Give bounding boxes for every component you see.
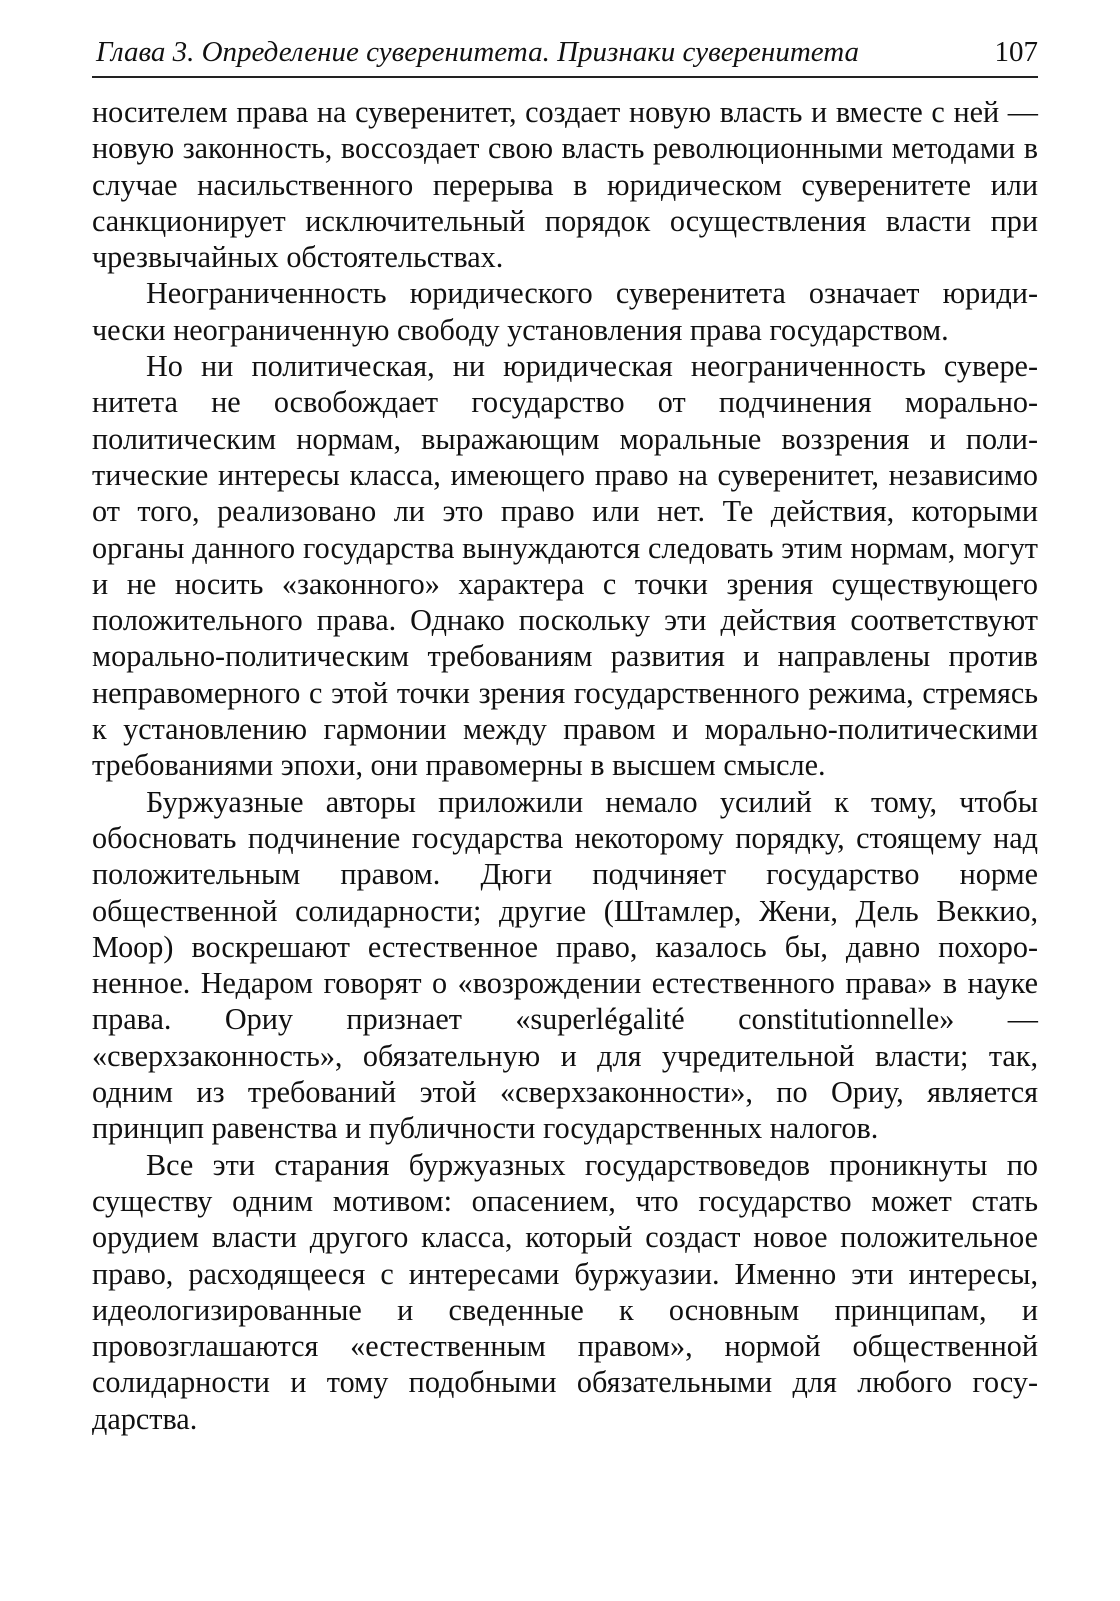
paragraph-continuation: носителем права на суверенитет, создает новую власть и вместе с ней — новую законность, воссоздает свою власть революционными методами в случае насильственного перерыва в юридическом суверенитете или санкционирует исключительный порядок осуществления власти при чрезвычайных обстоятельствах. <box>92 95 1038 275</box>
page-number: 107 <box>994 36 1038 68</box>
body-text <box>92 94 1038 1437</box>
running-header <box>92 30 1038 78</box>
paragraph: Буржуазные авторы приложили немало усилий к тому, чтобы обосновать подчинение государства некоторому порядку, стоящему над положительным правом. Дюги подчиняет государство норме общественной солидарности; другие (Штамлер, Жени, Дель Веккио, Моор) воскрешают естественное право, казалось бы, давно похороненное. Недаром говорят о «возрождении естественного права» в науке права. Ориу признает «superlégalité constitutionnelle» — «сверхзаконность», обязательную и для учредительной власти; так, одним из требований этой «сверхзаконности», по Ориу, является принцип равенства и публичности государственных налогов. <box>92 784 1038 1146</box>
book-page <box>92 30 1038 1437</box>
paragraph: Неограниченность юридического суверенитета означает юридически неограниченную свободу установления права государством. <box>92 276 1038 347</box>
paragraph: Но ни политическая, ни юридическая неограниченность суверенитета не освобождает государство от подчинения морально-политическим нормам, выражающим моральные воззрения и политические интересы класса, имеющего право на суверенитет, независимо от того, реализовано ли это право или нет. Те действия, которыми органы данного государства вынуждаются следовать этим нормам, могут и не носить «законного» характера с точки зрения существующего положительного права. Однако поскольку эти действия соответствуют морально-политическим требованиям развития и направлены против неправомерного с этой точки зрения государственного режима, стремясь к установлению гармонии между правом и морально-политическими требованиями эпохи, они правомерны в высшем смысле. <box>92 349 1038 783</box>
paragraph: Все эти старания буржуазных государствоведов проникнуты по существу одним мотивом: опасением, что государство может стать орудием власти другого класса, который создаст новое положительное право, расходящееся с интересами буржуазии. Именно эти интересы, идеологизированные и сведенные к основным принципам, и провозглашаются «естественным правом», нормой общественной солидарности и тому подобными обязательными для любого государства. <box>92 1147 1038 1436</box>
running-title: Глава 3. Определение суверенитета. Признаки суверенитета <box>96 36 860 68</box>
